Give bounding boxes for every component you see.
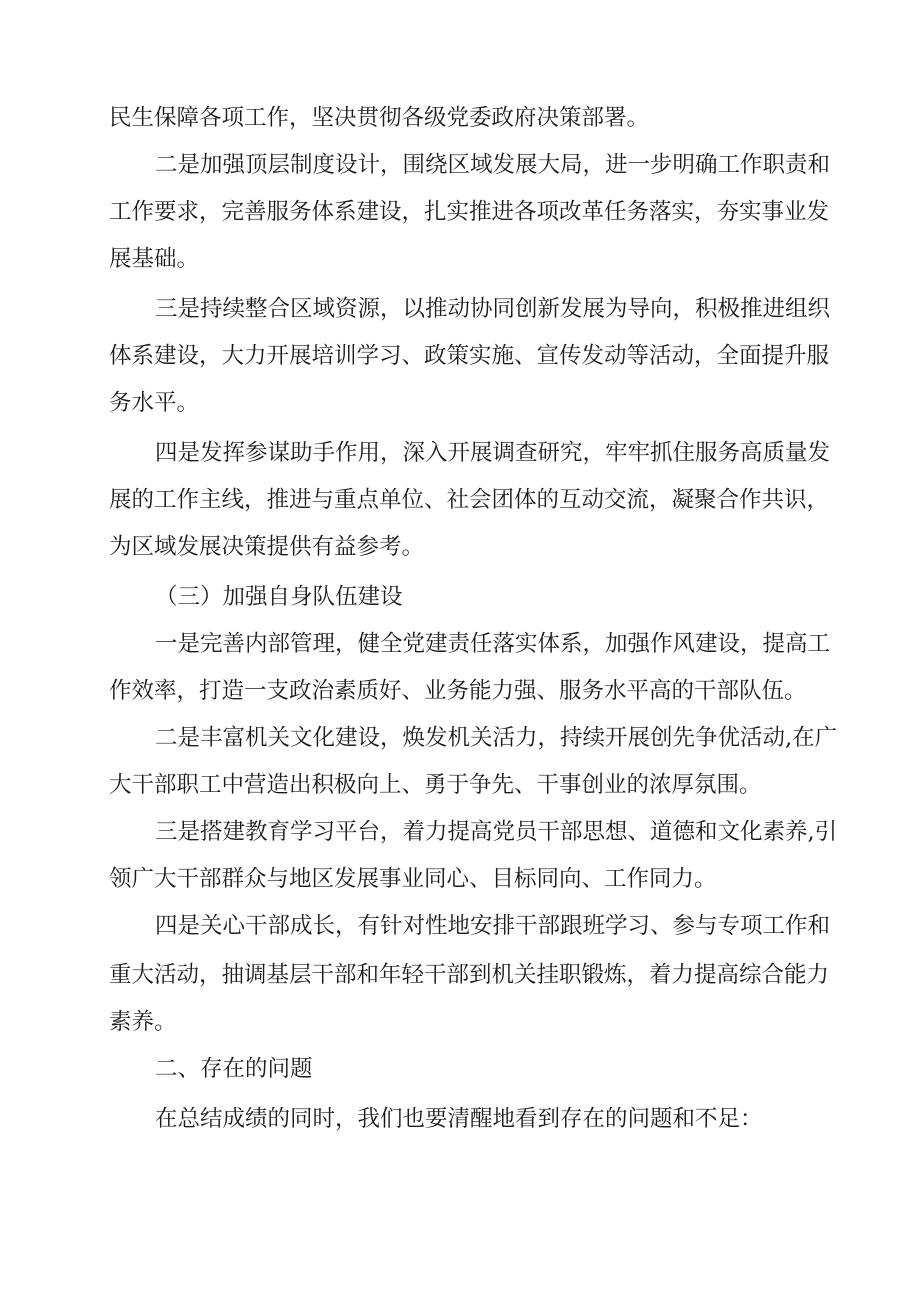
section-heading: （三）加强自身队伍建设 <box>155 584 403 610</box>
text-line: 四是关心干部成长，有针对性地安排干部跟班学习、参与专项工作和 <box>155 913 831 939</box>
text-line: 体系建设，大力开展培训学习、政策实施、宣传发动等活动，全面提升服 <box>109 343 830 369</box>
text-line: 一是完善内部管理，健全党建责任落实体系，加强作风建设，提高工 <box>155 631 831 657</box>
text-line: 展的工作主线，推进与重点单位、社会团体的互动交流，凝聚合作共识， <box>109 487 830 513</box>
text-line: 为区域发展决策提供有益参考。 <box>109 534 425 560</box>
text-line: 大干部职工中营造出积极向上、勇于争先、干事创业的浓厚氛围。 <box>109 772 762 798</box>
text-line: 展基础。 <box>109 246 200 272</box>
text-line: 四是发挥参谋助手作用，深入开展调查研究，牢牢抓住服务高质量发 <box>155 440 831 466</box>
text-line: 作效率，打造一支政治素质好、业务能力强、服务水平高的干部队伍。 <box>109 678 807 704</box>
text-line: 务水平。 <box>109 390 200 416</box>
text-line: 领广大干部群众与地区发展事业同心、目标同向、工作同力。 <box>109 866 717 892</box>
text-line: 民生保障各项工作，坚决贯彻各级党委政府决策部署。 <box>109 105 650 131</box>
text-line: 二是加强顶层制度设计，围绕区域发展大局，进一步明确工作职责和 <box>155 152 831 178</box>
text-line: 二是丰富机关文化建设，焕发机关活力，持续开展创先争优活动,在广 <box>155 725 838 751</box>
text-line: 在总结成绩的同时，我们也要清醒地看到存在的问题和不足： <box>155 1106 763 1132</box>
text-line: 重大活动，抽调基层干部和年轻干部到机关挂职锻炼，着力提高综合能力 <box>109 962 830 988</box>
text-line: 工作要求，完善服务体系建设，扎实推进各项改革任务落实，夯实事业发 <box>109 199 830 225</box>
text-line: 素养。 <box>109 1009 177 1035</box>
section-heading: 二、存在的问题 <box>155 1056 313 1082</box>
text-line: 三是持续整合区域资源，以推动协同创新发展为导向，积极推进组织 <box>155 296 831 322</box>
text-line: 三是搭建教育学习平台，着力提高党员干部思想、道德和文化素养,引 <box>155 819 838 845</box>
